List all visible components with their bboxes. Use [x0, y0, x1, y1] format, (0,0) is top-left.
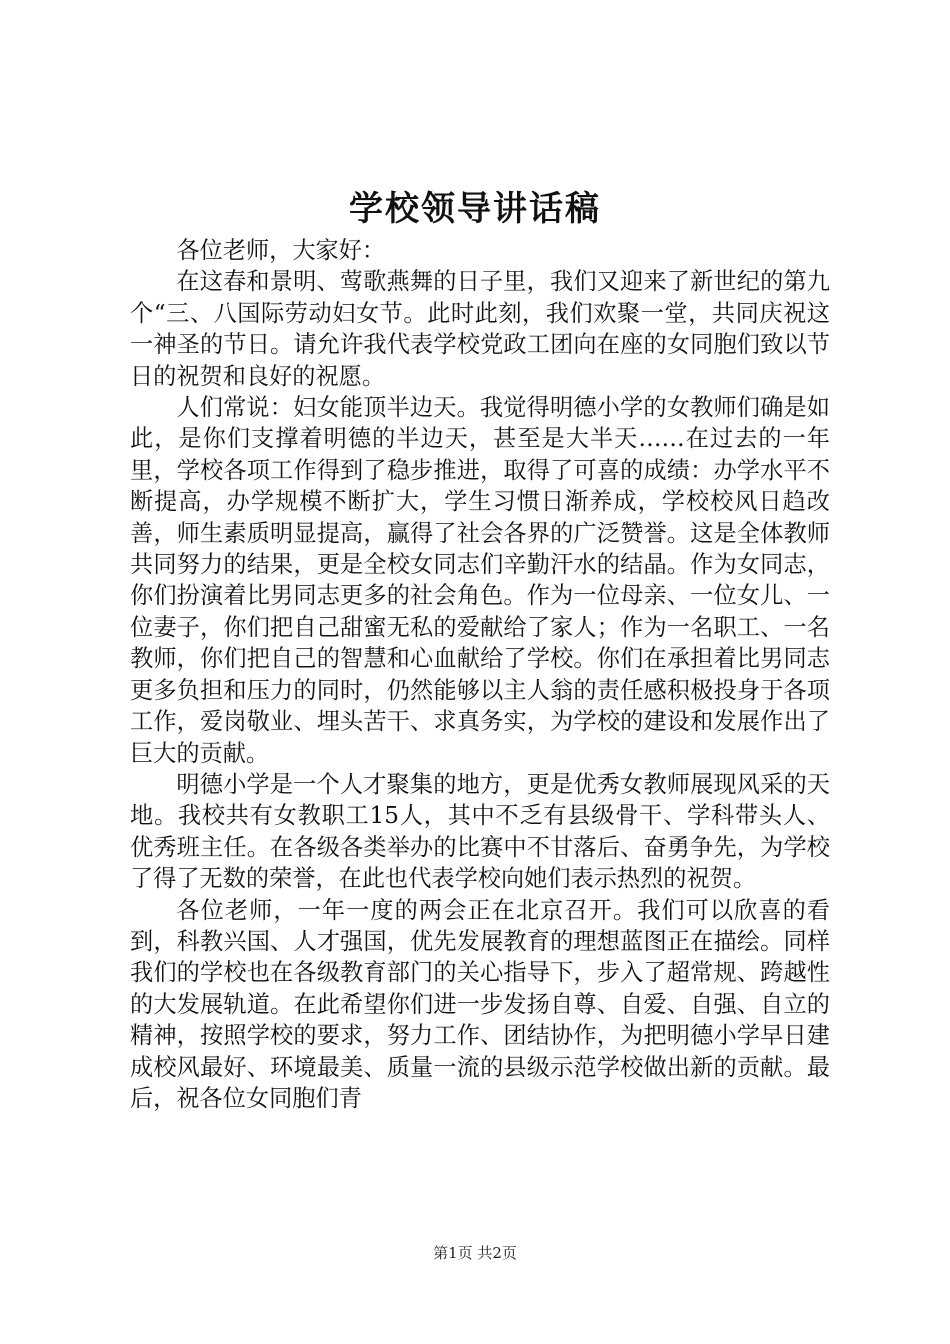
- document-title: 学校领导讲话稿: [349, 189, 601, 229]
- paragraph-greeting: 各位老师，大家好：: [176, 237, 386, 264]
- paragraph-3: 明德小学是一个人才聚集的地方，更是优秀女教师展现风采的天地。我校共有女教职工15人，其中不乏有县级骨干、学科带头人、优秀班主任。在各级各类举办的比赛中不甘落后、奋勇争先，为学校了得了无数的荣誉，在此也代表学校向她们表示热烈的祝贺。: [130, 770, 830, 893]
- document-body: [130, 235, 830, 1114]
- page-number-footer: 第1页 共2页: [433, 1244, 517, 1262]
- paragraph-1: 在这春和景明、莺歌燕舞的日子里，我们又迎来了新世纪的第九个“三、八国际劳动妇女节。此时此刻，我们欢聚一堂，共同庆祝这一神圣的节日。请允许我代表学校党政工团向在座的女同胞们致以节日的祝贺和良好的祝愿。: [130, 268, 830, 390]
- paragraph-2: 人们常说：妇女能顶半边天。我觉得明德小学的女教师们确是如此，是你们支撑着明德的半边天，甚至是大半天……在过去的一年里，学校各项工作得到了稳步推进，取得了可喜的成绩：办学水平不断提高，办学规模不断扩大，学生习惯日渐养成，学校校风日趋改善，师生素质明显提高，赢得了社会各界的广泛赞誉。这是全体教师共同努力的结果，更是全校女同志们辛勤汗水的结晶。作为女同志，你们扮演着比男同志更多的社会角色。作为一位母亲、一位女儿、一位妻子，你们把自己甜蜜无私的爱献给了家人；作为一名职工、一名教师，你们把自己的智慧和心血献给了学校。你们在承担着比男同志更多负担和压力的同时，仍然能够以主人翁的责任感积极投身于各项工作，爱岗敬业、埋头苦干、求真务实，为学校的建设和发展作出了巨大的贡献。: [130, 394, 830, 767]
- paragraph-4: 各位老师，一年一度的两会正在北京召开。我们可以欣喜的看到，科教兴国、人才强国，优先发展教育的理想蓝图正在描绘。同样我们的学校也在各级教育部门的关心指导下，步入了超常规、跨越性的大发展轨道。在此希望你们进一步发扬自尊、自爱、自强、自立的精神，按照学校的要求，努力工作、团结协作，为把明德小学早日建成校风最好、环境最美、质量一流的县级示范学校做出新的贡献。最后，祝各位女同胞们青: [130, 896, 830, 1112]
